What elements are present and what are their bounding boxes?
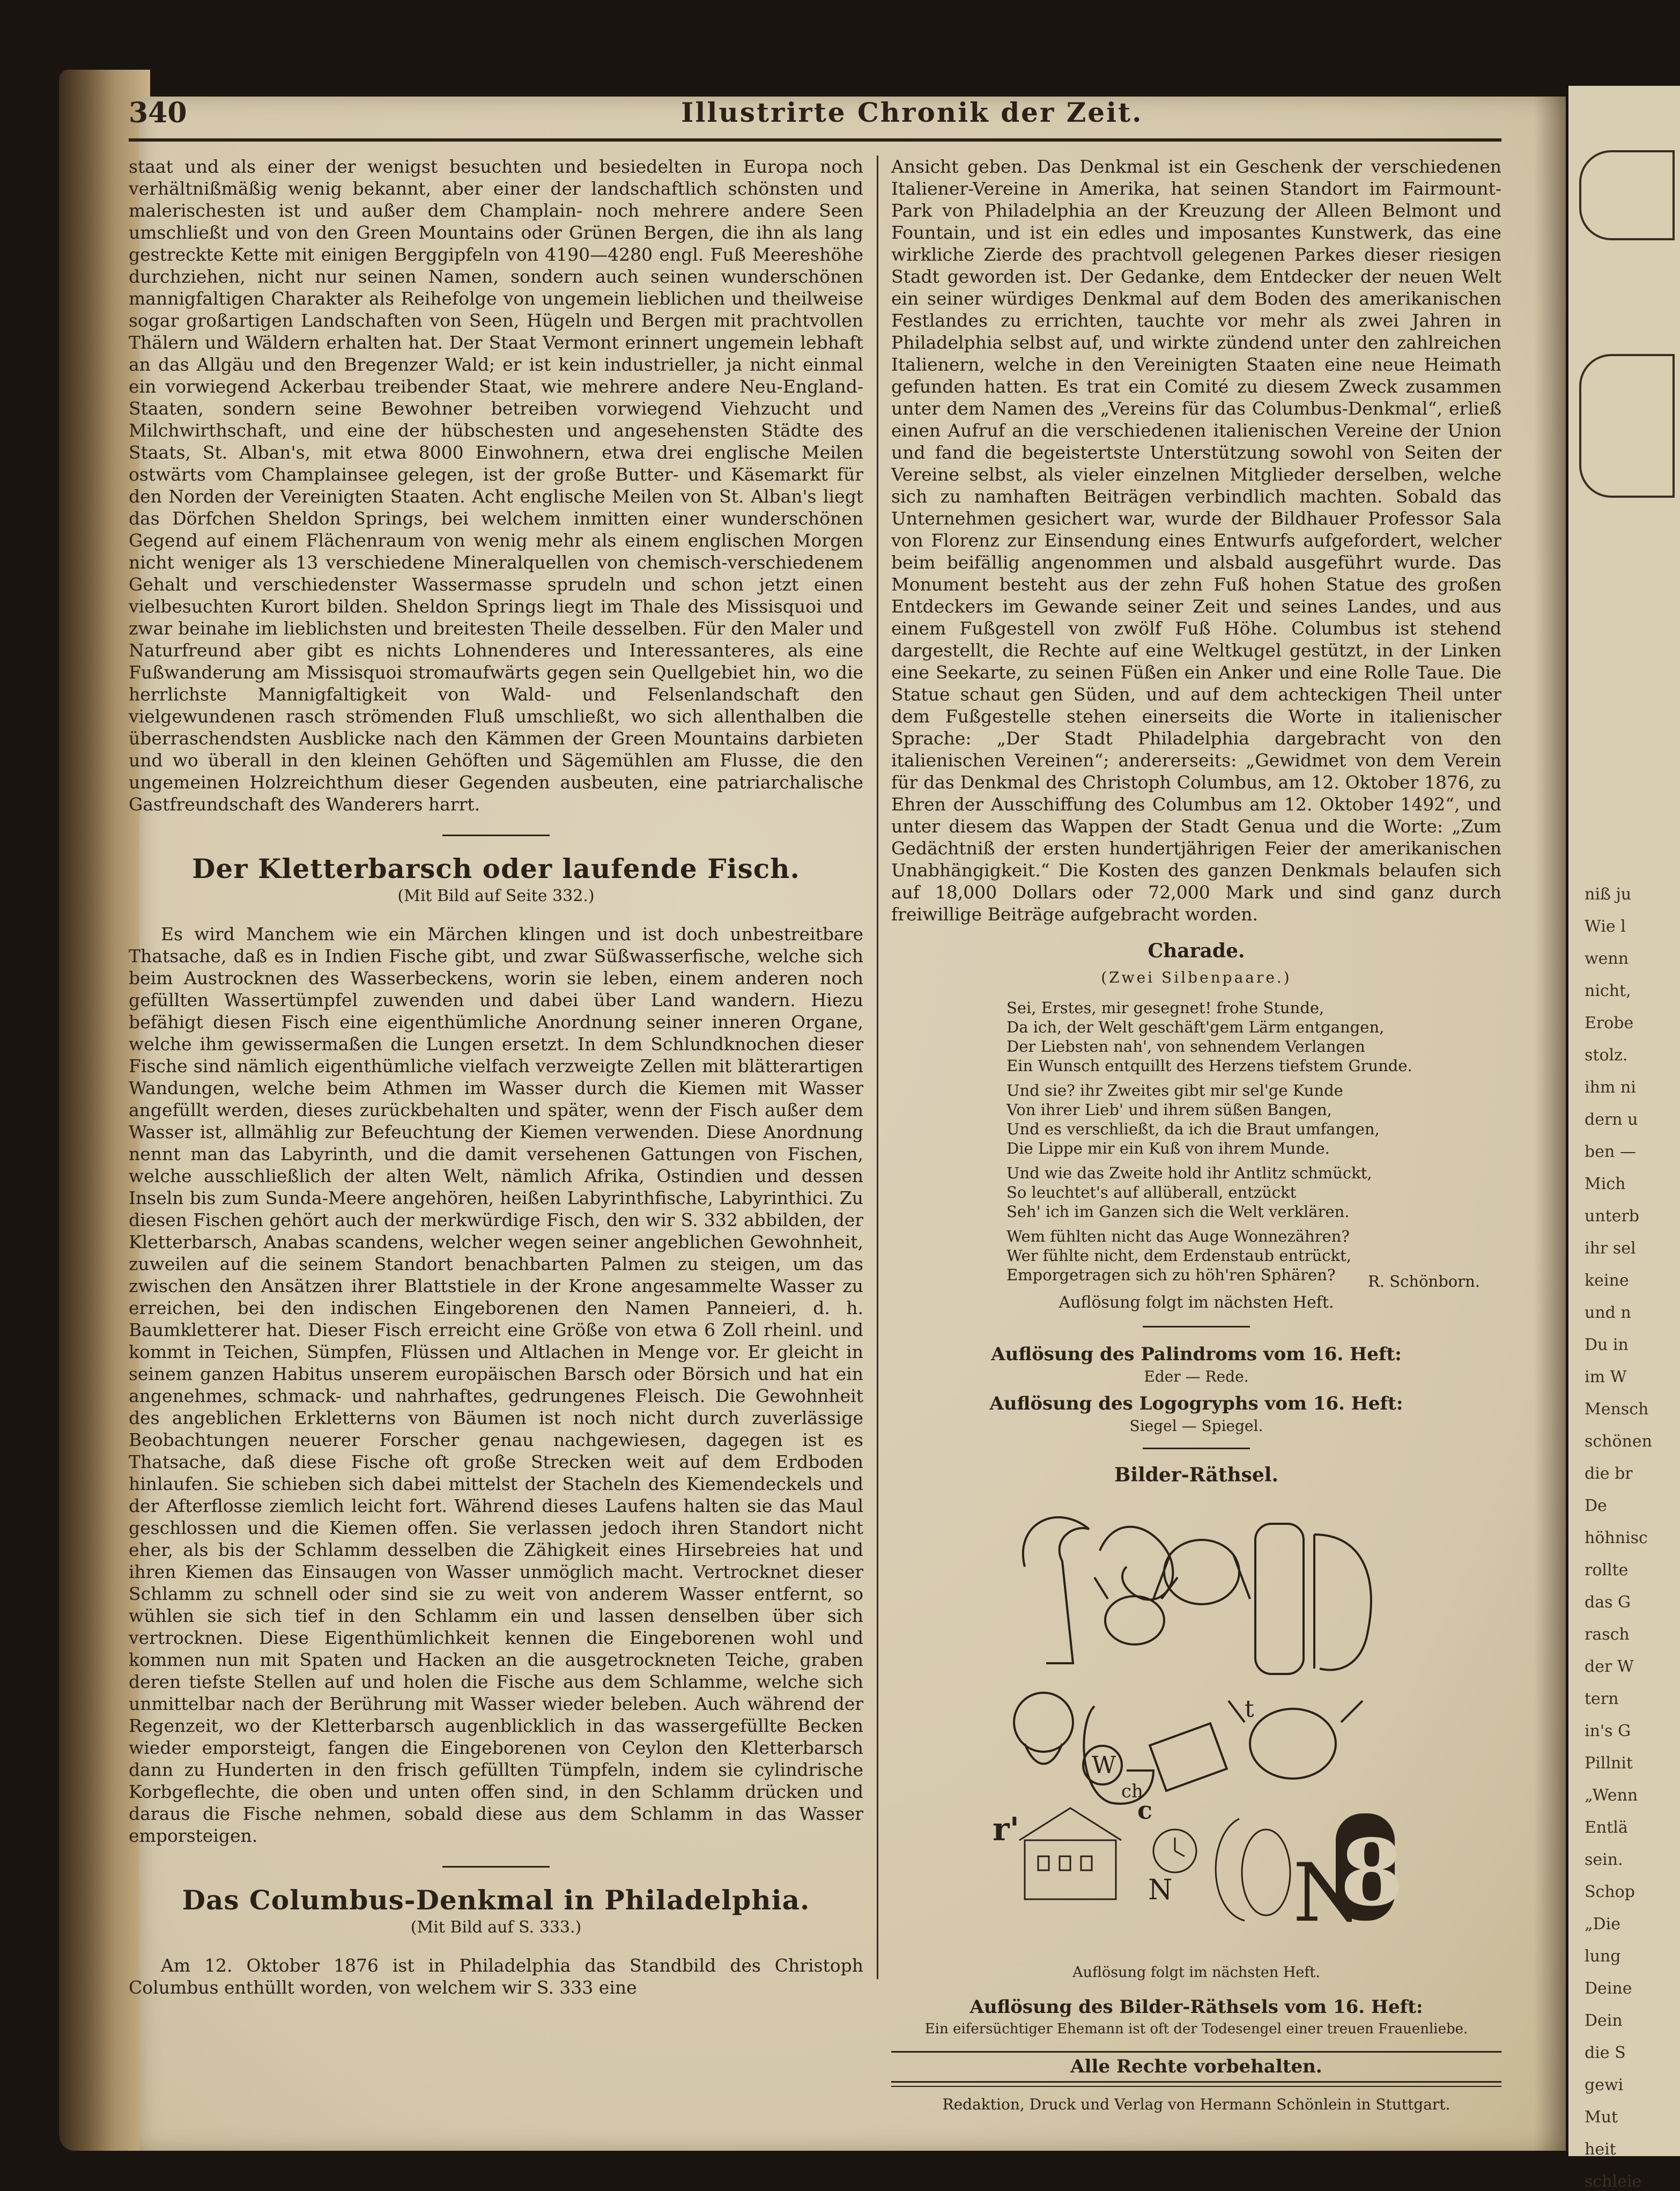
facing-page-fragment: stolz. xyxy=(1585,1046,1628,1065)
facing-page-fragment: dern u xyxy=(1585,1110,1638,1129)
facing-page-fragment: die br xyxy=(1585,1464,1633,1483)
facing-page-fragment: Mensch xyxy=(1585,1400,1649,1419)
facing-page-ornament xyxy=(1579,354,1675,498)
left-column xyxy=(129,156,863,1998)
poem-line: Emporgetragen sich zu höh'ren Sphären? xyxy=(1006,1266,1336,1284)
rebus-letter: c xyxy=(1137,1796,1153,1825)
facing-page-fragment: De xyxy=(1585,1496,1607,1515)
facing-page-fragment: und n xyxy=(1585,1303,1631,1322)
rebus-horn-shape xyxy=(1100,1527,1173,1600)
poem-line: Wem fühlten nicht das Auge Wonnezähren? xyxy=(1006,1227,1350,1245)
facing-page-fragment: Deine xyxy=(1585,1979,1632,1998)
rebus-letter: 8 xyxy=(1340,1819,1404,1927)
facing-page-fragment: heit xyxy=(1585,2140,1616,2159)
logogryph-solution: Siegel — Spiegel. xyxy=(1129,1417,1263,1435)
poem-line: Und es verschließt, da ich die Braut umfangen, xyxy=(1006,1120,1380,1138)
rebus-illustration xyxy=(993,1492,1404,1958)
poem-line: Sei, Erstes, mir gesegnet! frohe Stunde, xyxy=(1006,999,1324,1017)
facing-page-fragment: gewi xyxy=(1585,2076,1624,2094)
facing-page xyxy=(1568,86,1680,2191)
facing-page-fragment: Erobe xyxy=(1585,1014,1634,1032)
poem-line: Und sie? ihr Zweites gibt mir sel'ge Kunde xyxy=(1006,1081,1343,1100)
facing-page-fragment: niß ju xyxy=(1585,885,1632,904)
facing-page-fragment: ihm ni xyxy=(1585,1078,1636,1097)
rebus-deer-head xyxy=(1105,1596,1164,1644)
gutter-shadow xyxy=(1534,97,1566,2151)
facing-page-fragment: schleie xyxy=(1585,2172,1642,2191)
rights-notice: Alle Rechte vorbehalten. xyxy=(1070,2056,1322,2077)
poem-line: Der Liebsten nah', von sehnendem Verlangen xyxy=(1006,1037,1365,1056)
rebus-bull-head xyxy=(1250,1709,1336,1779)
facing-page-fragment: wenn xyxy=(1585,949,1629,968)
rebus-dog-head xyxy=(1164,1540,1239,1604)
facing-page-fragment: die S xyxy=(1585,2044,1626,2062)
facing-page-fragment: im W xyxy=(1585,1368,1627,1386)
facing-page-fragment: Mut xyxy=(1585,2108,1618,2127)
rebus-letter: t xyxy=(1245,1695,1254,1723)
charade-author: R. Schönborn. xyxy=(1368,1272,1480,1290)
logogryph-solution-head: Auflösung des Logogryphs vom 16. Heft: xyxy=(989,1393,1403,1414)
imprint-rule xyxy=(891,2081,1501,2087)
article-note-columbus: (Mit Bild auf S. 333.) xyxy=(410,1918,582,1937)
charade-title: Charade. xyxy=(1148,940,1245,962)
facing-page-fragment: Pillnit xyxy=(1585,1754,1633,1773)
article-title-columbus: Das Columbus-Denkmal in Philadelphia. xyxy=(182,1884,810,1916)
rebus-letter: ch xyxy=(1121,1781,1143,1802)
poem-line: Da ich, der Welt geschäft'gem Lärm entgangen, xyxy=(1006,1018,1385,1036)
facing-page-fragment: Mich xyxy=(1585,1175,1626,1193)
running-title: Illustrirte Chronik der Zeit. xyxy=(681,97,1143,128)
charade-poem xyxy=(891,998,1501,1285)
facing-page-fragment: rasch xyxy=(1585,1625,1630,1644)
facing-page-fragment: Du in xyxy=(1585,1336,1629,1354)
facing-page-fragment: lung xyxy=(1585,1947,1621,1966)
poem-line: Von ihrer Lieb' und ihrem süßen Bangen, xyxy=(1006,1101,1332,1119)
poem-line: Seh' ich im Ganzen sich die Welt verklären. xyxy=(1006,1203,1350,1221)
facing-page-fragment: ben — xyxy=(1585,1142,1636,1161)
facing-page-fragment: nicht, xyxy=(1585,982,1631,1000)
poem-line: Und wie das Zweite hold ihr Antlitz schmückt, xyxy=(1006,1164,1372,1182)
charade-note: Auflösung folgt im nächsten Heft. xyxy=(1059,1293,1334,1312)
article-body-kletterbarsch: Es wird Manchem wie ein Märchen klingen und ist doch unbestreitbare Thatsache, daß es in Indien Fische gibt, und zwar Süßwasserfische, welche sich beim Austrocknen des Wasserbeckens, worin sie leben, einem anderen noch gefüllten Wassertümpfel zuwenden und dabei über Land wandern. Hiezu befähigt diesen Fisch eine eigenthümliche Anordnung seiner inneren Organe, welche ihm gewissermaßen die Lungen ersetzt. In dem Schlundknochen dieser Fische sind nämlich eigenthümliche vielfach verzweigte Zellen mit blätterartigen Wandungen, welche beim Athmen im Wasser durch die Kiemen mit Wasser angefüllt werden, dieses zurückbehalten und später, wenn der Fisch außer dem Wasser ist, allmählig zur Befeuchtung der Kiemen verwenden. Diese Anordnung nennt man das Labyrinth, und die damit versehenen Gattungen von Fischen, welche ausschließlich der alten Welt, nämlich Afrika, Ostindien und dessen Inseln bis zum Sunda-Meere angehören, heißen Labyrinthfische, Labyrinthici. Zu diesen Fischen gehört auch der merkwürdige Fisch, den wir S. 332 abbilden, der Kletterbarsch, Anabas scandens, welcher wegen seiner angeblichen Gewohnheit, zuweilen auf die seinem Standort benachbarten Palmen zu steigen, um das zwischen den Ansätzen ihrer Blattstiele in der Krone angesammelte Wasser zu erreichen, bei den indischen Eingeborenen den Namen Panneieri, d. h. Baumkletterer hat. Dieser Fisch erreicht eine Größe von etwa 6 Zoll rheinl. und kommt in Teichen, Sümpfen, Flüssen und Altlachen in Menge vor. Er gleicht in seinem ganzen Habitus unserem europäischen Barsch oder Börsich und hat ein angenehmes, schmack- und nahrhaftes, gedrungenes Fleisch. Die Gewohnheit des angeblichen Erkletterns von Bäumen ist noch nicht durch zuverlässige Beobachtungen neuerer Forscher genau nachgewiesen, dagegen ist es Thatsache, daß diese Fische oft große Strecken weit auf dem Erdboden hinlaufen. Sie schieben sich dabei mittelst der Stacheln des Kiemendeckels und der Afterflosse ziemlich leicht fort. Während dieses Laufens halten sie das Maul geschlossen und die Kiemen offen. Sie verlassen jedoch ihren Standort nicht eher, als bis der Schlamm desselben die Zähigkeit eines Hirsebreies hat und ihren Kiemen das Einsaugen von Wasser unmöglich macht. Vertrocknet dieser Schlamm zu schnell oder sind sie zu weit von anderem Wasser entfernt, so wühlen sie sich tief in den Schlamm ein und lassen denselben über sich vertrocknen. Diese Eigenthümlichkeit kennen die Eingeborenen wohl und kommen nun mit Spaten und Hacken an die ausgetrockneten Teiche, graben deren tiefste Stellen auf und holen die Fische aus dem Schlamme, welche sich unmittelbar nach der Berührung mit Wasser wieder beleben. Auch während der Regenzeit, wo der Kletterbarsch augenblicklich in das wassergefüllte Becken wieder emporsteigt, fangen die Eingeborenen von Ceylon den Kletterbarsch dann zu Hunderten in den frisch gefüllten Tümpfeln, indem sie cylindrische Korbgeflechte, die oben und unten offen sind, in den Schlamm drücken und daraus die Fische nehmen, sobald diese aus dem Schlamm in das Wasser emporsteigen. xyxy=(129,924,863,1846)
facing-page-fragment: ihr sel xyxy=(1585,1239,1636,1258)
facing-page-fragment: das G xyxy=(1585,1593,1631,1612)
poem-stanza xyxy=(1006,1163,1501,1221)
poem-line: Die Lippe mir ein Kuß von ihrem Munde. xyxy=(1006,1139,1330,1157)
facing-page-fragment: rollte xyxy=(1585,1561,1629,1580)
facing-page-fragment: Schop xyxy=(1585,1883,1635,1901)
rebus-letter-f xyxy=(1023,1517,1089,1663)
rebus-man-portrait xyxy=(1014,1693,1073,1752)
rebus-caption: Auflösung folgt im nächsten Heft. xyxy=(1072,1964,1320,1981)
poem-stanza xyxy=(1006,1081,1501,1158)
columbus-continuation: Ansicht geben. Das Denkmal ist ein Geschenk der verschiedenen Italiener-Vereine in Amerika, hat seinen Standort im Fairmount-Park von Philadelphia an der Kreuzung der Alleen Belmont und Fountain, und ist ein edles und imposantes Kunstwerk, das eine wirkliche Zierde des prachtvoll gelegenen Parkes dieser riesigen Stadt geworden ist. Der Gedanke, dem Entdecker der neuen Welt ein seiner würdiges Denkmal auf dem Boden des amerikanischen Festlandes zu errichten, tauchte vor mehr als zwei Jahren in Philadelphia selbst auf, und wirkte zündend unter den zahlreichen Italienern, welche in den Vereinigten Staaten eine neue Heimath gefunden hatten. Es trat ein Comité zu diesem Zweck zusammen unter dem Namen des „Vereins für das Columbus-Denkmal“, erließ einen Aufruf an die verschiedenen italienischen Vereine der Union und fand die begeistertste Unterstützung sowohl von Seiten der Vereine selbst, als vieler einzelnen Mitglieder derselben, welche sich zu namhaften Beiträgen verbindlich machten. Sobald das Unternehmen gesichert war, wurde der Bildhauer Professor Sala von Florenz zur Einsendung eines Entwurfs aufgefordert, welcher beim beifällig angenommen und alsbald ausgeführt wurde. Das Monument besteht aus der zehn Fuß hohen Statue des großen Entdeckers im Gewande seiner Zeit und seines Landes, und aus einem Fußgestell von zwölf Fuß Höhe. Columbus ist stehend dargestellt, die Rechte auf eine Weltkugel gestützt, in der Linken eine Seekarte, zu seinen Füßen ein Anker und eine Rolle Taue. Die Statue schaut gen Süden, und auf dem achteckigen Theil unter dem Fußgestelle stehen einerseits die Worte in italienischer Sprache: „Der Stadt Philadelphia dargebracht von den italienischen Vereinen“; andererseits: „Gewidmet von dem Verein für das Denkmal des Christoph Columbus, am 12. Oktober 1876, zu Ehren der Ausschiffung des Columbus am 12. Oktober 1492“, und unter diesem das Wappen der Stadt Genua und die Worte: „Zum Gedächtniß der ersten hundertjährigen Feier der amerikanischen Unabhängigkeit.“ Die Kosten des ganzen Denkmals belaufen sich auf 18,000 Dollars oder 72,000 Mark und sind ganz durch freiwillige Beiträge aufgebracht worden. xyxy=(891,156,1501,925)
facing-page-fragment: Dein xyxy=(1585,2011,1623,2030)
rebus-solution: Ein eifersüchtiger Ehemann ist oft der Todesengel einer treuen Frauenliebe. xyxy=(924,2021,1468,2037)
article-note-kletterbarsch: (Mit Bild auf Seite 332.) xyxy=(397,887,595,905)
intro-paragraph: staat und als einer der wenigst besuchten und besiedelten in Europa noch verhältnißmäßig wenig bekannt, aber einer der landschaftlich schönsten und malerischesten ist und außer dem Champlain- noch mehrere andere Seen umschließt und von den Green Mountains oder Grünen Bergen, die ihn als lang gestreckte Kette mit einigen Berggipfeln von 4190—4280 engl. Fuß Meereshöhe durchziehen, nicht nur seinen Namen, sondern auch seinen wunderschönen mannigfaltigen Charakter als Reihefolge von ungemein lieblichen und theilweise sogar großartigen Landschaften von Seen, Hügeln und Bergen mit prachtvollen Thälern und Wäldern erhalten hat. Der Staat Vermont erinnert ungemein lebhaft an das Allgäu und den Bregenzer Wald; er ist kein industrieller, ja nicht einmal ein vorwiegend Ackerbau treibender Staat, wie mehrere andere Neu-England-Staaten, sondern seine Bewohner betreiben vorwiegend Viehzucht und Milchwirthschaft, und eine der hübschesten und angesehensten Städte des Staats, St. Alban's, mit etwa 8000 Einwohnern, etwa drei englische Meilen ostwärts vom Champlainsee gelegen, ist der große Butter- und Käsemarkt für den Norden der Vereinigten Staaten. Acht englische Meilen von St. Alban's liegt das Dörfchen Sheldon Springs, bei welchem inmitten einer wunderschönen Gegend auf einem Flächenraum von wenig mehr als einem englischen Morgen nicht weniger als 13 verschiedene Mineralquellen von chemisch-verschiedenem Gehalt und verschiedenster Wassermasse sprudeln und schon jetzt einen vielbesuchten Kurort bilden. Sheldon Springs liegt im Thale des Missisquoi und zwar beinahe im lieblichsten und breitesten Theile desselben. Für den Maler und Naturfreund aber gibt es nichts Lohnenderes und Interessanteres, als eine Fußwanderung am Missisquoi stromaufwärts gegen sein Quellgebiet hin, wo die herrlichste Mannigfaltigkeit von Wald- und Felsenlandschaft den vielgewundenen rasch strömenden Fluß umschließt, wo sich allenthalben die überraschendsten Ausblicke nach den Kämmen der Green Mountains darbieten und wo überall in den kleinen Gehöften und Sägemühlen am Flusse, die den ungemeinen Holzreichthum dieser Gegenden ausbeuten, eine patriarchalische Gastfreundschaft des Wanderers harrt. xyxy=(129,156,863,815)
section-rule xyxy=(442,1866,550,1868)
poem-line: Wer fühlte nicht, dem Erdenstaub entrückt, xyxy=(1006,1246,1351,1265)
facing-page-fragment: höhnisc xyxy=(1585,1529,1648,1547)
facing-page-fragment: Entlä xyxy=(1585,1818,1628,1837)
rebus-hand xyxy=(1255,1524,1304,1674)
facing-page-fragment: in's G xyxy=(1585,1722,1631,1740)
poem-stanza xyxy=(1006,998,1501,1075)
palindrome-solution-head: Auflösung des Palindroms vom 16. Heft: xyxy=(991,1344,1402,1365)
rebus-letter: N xyxy=(1293,1847,1364,1940)
section-rule xyxy=(1143,1326,1250,1327)
palindrome-solution: Eder — Rede. xyxy=(1144,1368,1249,1385)
imprint: Redaktion, Druck und Verlag von Hermann Schönlein in Stuttgart. xyxy=(942,2096,1450,2113)
charade-subtitle: (Zwei Silbenpaare.) xyxy=(1101,969,1292,986)
page-number: 340 xyxy=(129,97,187,129)
column-divider xyxy=(877,156,878,1979)
rebus-title: Bilder-Räthsel. xyxy=(1114,1464,1279,1486)
facing-page-fragment: der W xyxy=(1585,1657,1634,1676)
facing-page-fragment: keine xyxy=(1585,1271,1629,1290)
article-title-kletterbarsch: Der Kletterbarsch oder laufende Fisch. xyxy=(192,853,800,884)
rebus-machine xyxy=(1150,1723,1227,1791)
poem-line: Ein Wunsch entquillt des Herzens tiefstem Grunde. xyxy=(1006,1057,1412,1075)
section-rule xyxy=(442,835,550,836)
section-rule xyxy=(1143,1448,1250,1449)
article-body-columbus: Am 12. Oktober 1876 ist in Philadelphia das Standbild des Christoph Columbus enthüllt worden, von welchem wir S. 333 eine xyxy=(129,1955,863,1998)
rebus-letter-e xyxy=(1242,1829,1290,1915)
rebus-bracket xyxy=(1216,1819,1245,1921)
facing-page-fragment: schönen xyxy=(1585,1432,1652,1451)
rebus-drawing xyxy=(993,1492,1404,1958)
rebus-letter-d xyxy=(1314,1535,1371,1670)
facing-page-fragment: sein. xyxy=(1585,1850,1623,1869)
rebus-letter: W xyxy=(1092,1752,1116,1779)
facing-page-fragment: Wie l xyxy=(1585,917,1626,936)
facing-page-fragment: unterb xyxy=(1585,1207,1639,1226)
header-rule xyxy=(129,138,1501,142)
right-column xyxy=(891,156,1501,2115)
rebus-letter: N xyxy=(1148,1874,1173,1906)
facing-page-fragment: „Wenn xyxy=(1585,1786,1638,1805)
poem-line: So leuchtet's auf allüberall, entzückt xyxy=(1006,1183,1297,1201)
page-header xyxy=(129,80,1501,145)
rebus-letter: r' xyxy=(993,1811,1019,1848)
facing-page-fragment: tern xyxy=(1585,1690,1619,1708)
facing-page-ornament xyxy=(1579,150,1675,240)
rebus-solution-head: Auflösung des Bilder-Räthsels vom 16. Heft: xyxy=(969,1996,1423,2018)
facing-page-fragment: „Die xyxy=(1585,1915,1620,1934)
